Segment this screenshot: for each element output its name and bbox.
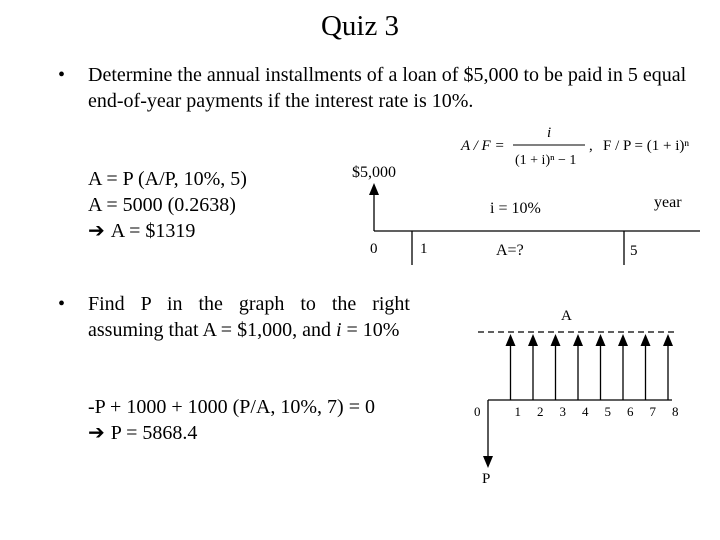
cashflow-diagram-1 — [340, 155, 710, 265]
page-title: Quiz 3 — [320, 10, 400, 42]
formula-af-lhs: A / F = — [461, 138, 505, 154]
payment-label: A=? — [496, 242, 524, 259]
loan-arrow-head — [369, 183, 379, 195]
bullet-symbol: • — [58, 64, 66, 86]
result-arrow-icon: ➔ — [88, 220, 105, 242]
solution-1-line-2: A = 5000 (0.2638) — [88, 194, 236, 216]
tick-label-4: 4 — [582, 404, 589, 419]
annuity-arrow-head-2 — [528, 334, 538, 346]
solution-1-result: A = $1319 — [110, 220, 196, 242]
tick-label-start: 0 — [370, 241, 378, 257]
solution-1-line-3 — [88, 218, 247, 244]
tick-label-end: 5 — [630, 243, 638, 259]
result-arrow-icon: ➔ — [88, 422, 105, 444]
question-1-text: Determine the annual installments of a loan of $5,000 to be paid in 5 equal end-of-year payments if the interest rate is 10%. — [88, 64, 687, 112]
formula-separator: , — [589, 138, 593, 154]
loan-amount-label: $5,000 — [352, 164, 396, 181]
question-2-text-a: Find P in the graph to the right assuming that A = $1,000, and — [88, 293, 410, 341]
annuity-arrow-head-1 — [506, 334, 516, 346]
solution-2 — [88, 394, 375, 446]
solution-1 — [88, 166, 247, 244]
annuity-arrow-head-5 — [596, 334, 606, 346]
annuity-arrow-head-7 — [641, 334, 651, 346]
tick-label-7: 7 — [649, 404, 656, 419]
year-label: year — [654, 194, 682, 211]
question-2-text-b: = 10% — [341, 319, 400, 341]
annuity-arrow-head-3 — [551, 334, 561, 346]
present-value-label: P — [482, 471, 491, 487]
rate-label: i = 10% — [490, 200, 541, 217]
formula-af-denominator: (1 + i)ⁿ − 1 — [515, 153, 577, 168]
tick-label-8: 8 — [672, 404, 679, 419]
formula-af-numerator: i — [547, 125, 552, 141]
solution-2-line-2 — [88, 420, 375, 446]
cashflow-diagram-2 — [468, 300, 688, 490]
annuity-arrow-head-6 — [618, 334, 628, 346]
annuity-arrow-head-8 — [663, 334, 673, 346]
formula-fp: F / P = (1 + i)ⁿ — [603, 138, 690, 154]
solution-2-result: P = 5868.4 — [110, 422, 198, 444]
tick-label-1: 1 — [514, 404, 521, 419]
bullet-question-1 — [58, 62, 688, 114]
question-2-var: i — [335, 319, 342, 341]
bullet-question-2 — [58, 291, 410, 343]
tick-label-0: 0 — [474, 404, 481, 419]
annuity-arrow-head-4 — [573, 334, 583, 346]
tick-label-2: 2 — [537, 404, 544, 419]
bullet-symbol: • — [58, 293, 66, 315]
tick-label-first: 1 — [420, 241, 428, 257]
solution-1-line-1: A = P (A/P, 10%, 5) — [88, 168, 247, 190]
present-value-arrow-head — [483, 456, 493, 468]
annuity-label: A — [561, 308, 572, 324]
tick-label-5: 5 — [604, 404, 611, 419]
tick-label-3: 3 — [559, 404, 566, 419]
tick-label-6: 6 — [627, 404, 634, 419]
solution-2-line-1: -P + 1000 + 1000 (P/A, 10%, 7) = 0 — [88, 396, 375, 418]
